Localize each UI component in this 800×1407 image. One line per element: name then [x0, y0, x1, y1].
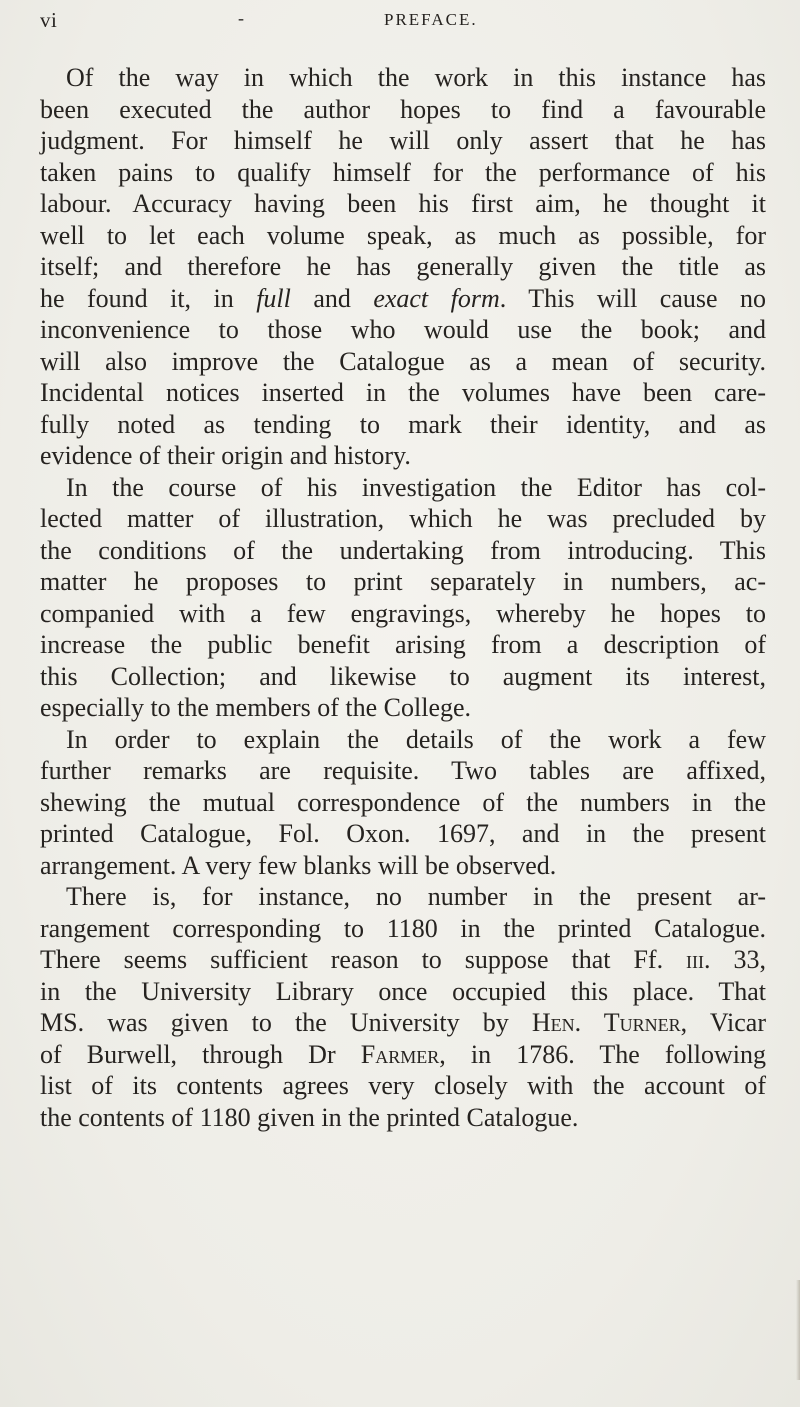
- text-line: printed Catalogue, Fol. Oxon. 1697, and in the present: [40, 819, 766, 848]
- text-line: itself; and therefore he has generally given the title as: [40, 252, 766, 281]
- text-line: this Collection; and likewise to augment its interest,: [40, 661, 766, 691]
- text-line: In the course of his investigation the Editor has col-: [66, 472, 766, 502]
- text-line: Of the way in which the work in this instance has: [66, 63, 766, 92]
- text-line: list of its contents agrees very closely with the account of: [40, 1071, 766, 1100]
- text-line: the contents of 1180 given in the printed Catalogue.: [40, 1102, 579, 1132]
- text-line: companied with a few engravings, whereby he hopes to: [40, 598, 766, 628]
- text-line: of Burwell, through Dr Farmer, in 1786. The following: [40, 1039, 766, 1069]
- text-line: arrangement. A very few blanks will be observed.: [40, 850, 557, 880]
- text-line: There seems sufficient reason to suppose that Ff. iii. 33,: [40, 945, 766, 974]
- text-line: he found it, in full and exact form. This will cause no: [40, 283, 766, 313]
- text-line: inconvenience to those who would use the book; and: [40, 315, 766, 344]
- text-line: further remarks are requisite. Two tables are affixed,: [40, 756, 766, 785]
- text-line: matter he proposes to print separately in numbers, ac-: [40, 567, 766, 596]
- header-dash: -: [238, 8, 244, 28]
- page-edge-shadow: [796, 1280, 800, 1380]
- text-line: rangement corresponding to 1180 in the printed Catalogue.: [40, 913, 766, 943]
- italic-text: full: [256, 283, 291, 313]
- small-caps-text: Farmer: [360, 1039, 440, 1069]
- text-line: especially to the members of the College.: [40, 693, 472, 722]
- text-line: the conditions of the undertaking from introducing. This: [40, 535, 766, 565]
- text-line: taken pains to qualify himself for the performance of his: [40, 157, 766, 187]
- running-head: [0, 8, 800, 38]
- small-caps-text: Hen. Turner: [531, 1008, 681, 1037]
- text-line: In order to explain the details of the work a few: [66, 724, 766, 754]
- text-line: labour. Accuracy having been his first aim, he thought it: [40, 189, 766, 218]
- text-line: There is, for instance, no number in the present ar-: [66, 882, 766, 911]
- text-line: fully noted as tending to mark their identity, and as: [40, 409, 766, 439]
- text-line: been executed the author hopes to find a favourable: [40, 94, 766, 124]
- text-line: shewing the mutual correspondence of the numbers in the: [40, 787, 766, 817]
- text-line: increase the public benefit arising from a description of: [40, 630, 766, 659]
- italic-text: exact form: [373, 283, 500, 313]
- running-title: PREFACE.: [384, 10, 478, 29]
- text-line: will also improve the Catalogue as a mean of security.: [40, 346, 766, 376]
- text-line: in the University Library once occupied this place. That: [40, 976, 766, 1006]
- small-caps-text: iii.: [686, 945, 711, 974]
- page-number: vi: [40, 8, 58, 32]
- text-line: well to let each volume speak, as much as possible, for: [40, 220, 766, 250]
- text-line: judgment. For himself he will only assert that he has: [40, 126, 766, 155]
- text-line: MS. was given to the University by Hen. Turner, Vicar: [40, 1008, 766, 1037]
- text-line: evidence of their origin and history.: [40, 441, 411, 470]
- text-line: Incidental notices inserted in the volumes have been care-: [40, 378, 766, 407]
- body-text: [40, 62, 766, 1133]
- text-line: lected matter of illustration, which he was precluded by: [40, 504, 766, 533]
